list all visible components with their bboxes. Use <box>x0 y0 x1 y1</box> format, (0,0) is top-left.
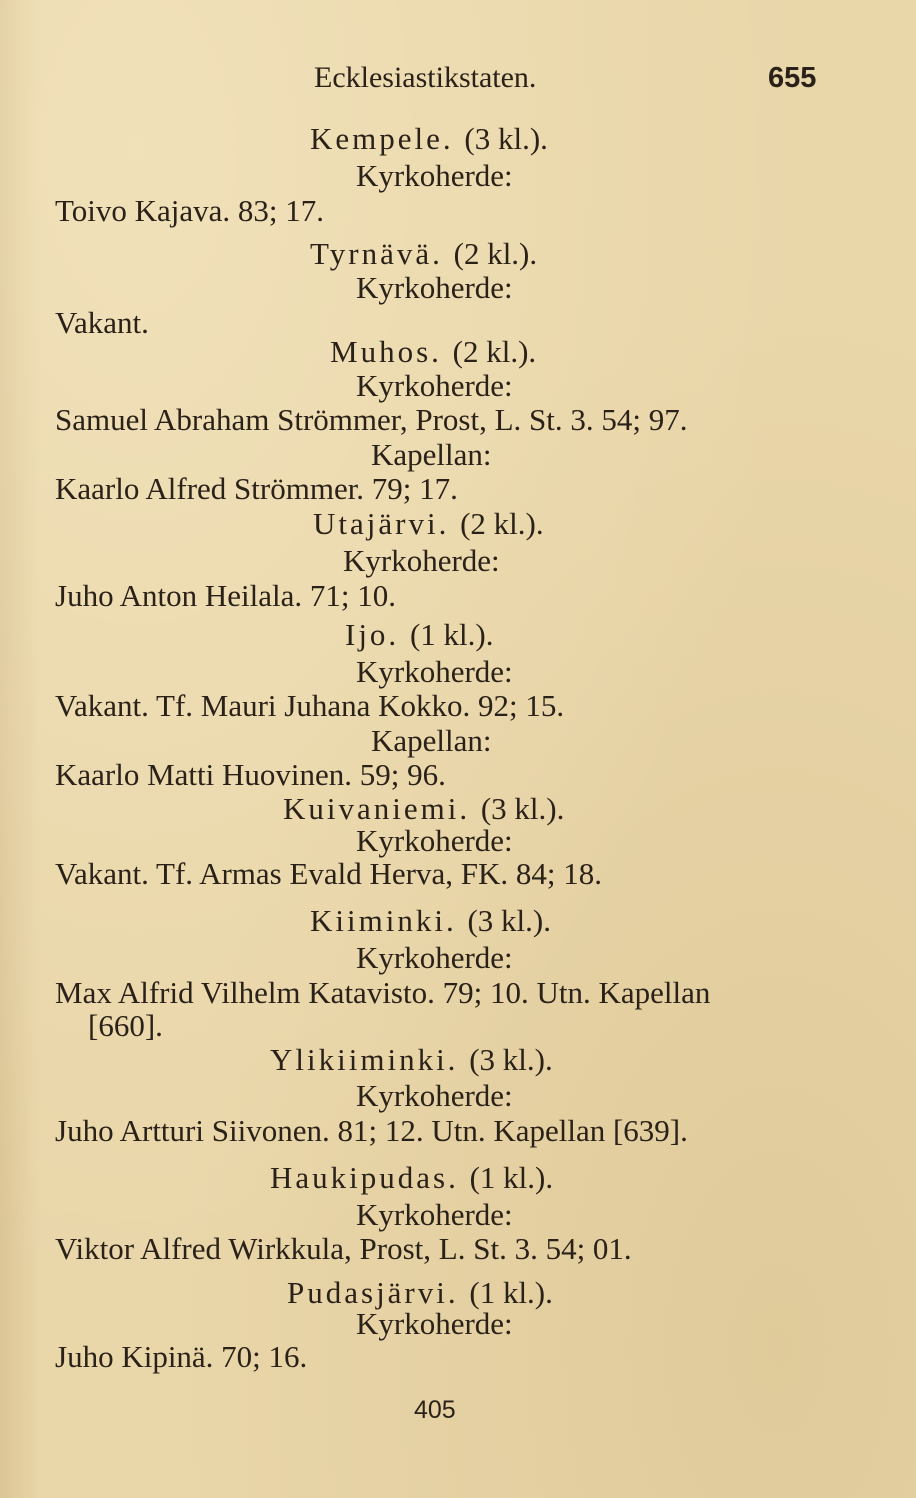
role-label: Kyrkoherde: <box>356 1306 513 1341</box>
clergy-entry: Toivo Kajava. 83; 17. <box>55 193 325 228</box>
clergy-entry: Viktor Alfred Wirkkula, Prost, L. St. 3. 54; 01. <box>55 1231 632 1266</box>
page-number: 655 <box>768 62 817 94</box>
parish-heading <box>345 617 493 653</box>
clergy-entry: Juho Kipinä. 70; 16. <box>55 1339 308 1374</box>
parish-heading <box>310 236 537 272</box>
clergy-entry: Juho Anton Heilala. 71; 10. <box>55 578 396 613</box>
parish-name: Pudasjärvi. <box>287 1275 459 1310</box>
role-label: Kyrkoherde: <box>343 543 500 578</box>
parish-class: (2 kl.). <box>460 506 544 541</box>
parish-heading <box>330 334 536 370</box>
role-label: Kyrkoherde: <box>356 270 513 305</box>
clergy-entry: Vakant. Tf. Mauri Juhana Kokko. 92; 15. <box>55 688 565 723</box>
parish-heading <box>313 506 544 542</box>
clergy-entry: Vakant. <box>55 305 149 340</box>
parish-class: (2 kl.). <box>453 236 538 271</box>
clergy-entry: Kaarlo Alfred Strömmer. 79; 17. <box>55 471 458 506</box>
parish-name: Kuivaniemi. <box>283 791 471 826</box>
clergy-entry-continuation: [660]. <box>88 1008 163 1043</box>
clergy-entry: Max Alfrid Vilhelm Katavisto. 79; 10. Utn. Kapellan <box>55 975 711 1010</box>
parish-heading <box>310 903 551 939</box>
parish-class: (3 kl.). <box>469 1042 553 1077</box>
role-label: Kyrkoherde: <box>356 654 513 689</box>
parish-class: (1 kl.). <box>409 617 494 652</box>
parish-name: Kiiminki. <box>310 903 457 938</box>
signature-number: 405 <box>414 1396 456 1424</box>
parish-heading <box>270 1160 553 1196</box>
clergy-entry: Samuel Abraham Strömmer, Prost, L. St. 3. 54; 97. <box>55 402 688 437</box>
parish-class: (1 kl.). <box>469 1275 553 1310</box>
role-label: Kapellan: <box>371 437 492 472</box>
parish-class: (1 kl.). <box>469 1160 554 1195</box>
clergy-entry: Vakant. Tf. Armas Evald Herva, FK. 84; 18. <box>55 856 602 891</box>
clergy-entry: Kaarlo Matti Huovinen. 59; 96. <box>55 757 446 792</box>
running-title: Ecklesiastikstaten. <box>314 61 537 94</box>
parish-heading <box>310 121 548 157</box>
role-label: Kyrkoherde: <box>356 368 513 403</box>
role-label: Kyrkoherde: <box>356 158 513 193</box>
parish-heading <box>270 1042 553 1078</box>
role-label: Kyrkoherde: <box>356 1078 513 1113</box>
parish-name: Ijo. <box>345 617 400 652</box>
parish-name: Kempele. <box>310 121 454 156</box>
parish-class: (2 kl.). <box>452 334 537 369</box>
parish-name: Ylikiiminki. <box>270 1042 459 1077</box>
parish-class: (3 kl.). <box>480 791 565 826</box>
clergy-entry: Juho Artturi Siivonen. 81; 12. Utn. Kapellan [639]. <box>55 1113 688 1148</box>
role-label: Kyrkoherde: <box>356 1197 513 1232</box>
parish-name: Muhos. <box>330 334 442 369</box>
role-label: Kapellan: <box>371 723 492 758</box>
parish-name: Tyrnävä. <box>310 236 443 271</box>
parish-name: Utajärvi. <box>313 506 450 541</box>
parish-name: Haukipudas. <box>270 1160 459 1195</box>
role-label: Kyrkoherde: <box>356 940 513 975</box>
parish-class: (3 kl.). <box>464 121 548 156</box>
role-label: Kyrkoherde: <box>356 823 513 858</box>
parish-class: (3 kl.). <box>467 903 551 938</box>
parish-heading <box>283 791 564 827</box>
